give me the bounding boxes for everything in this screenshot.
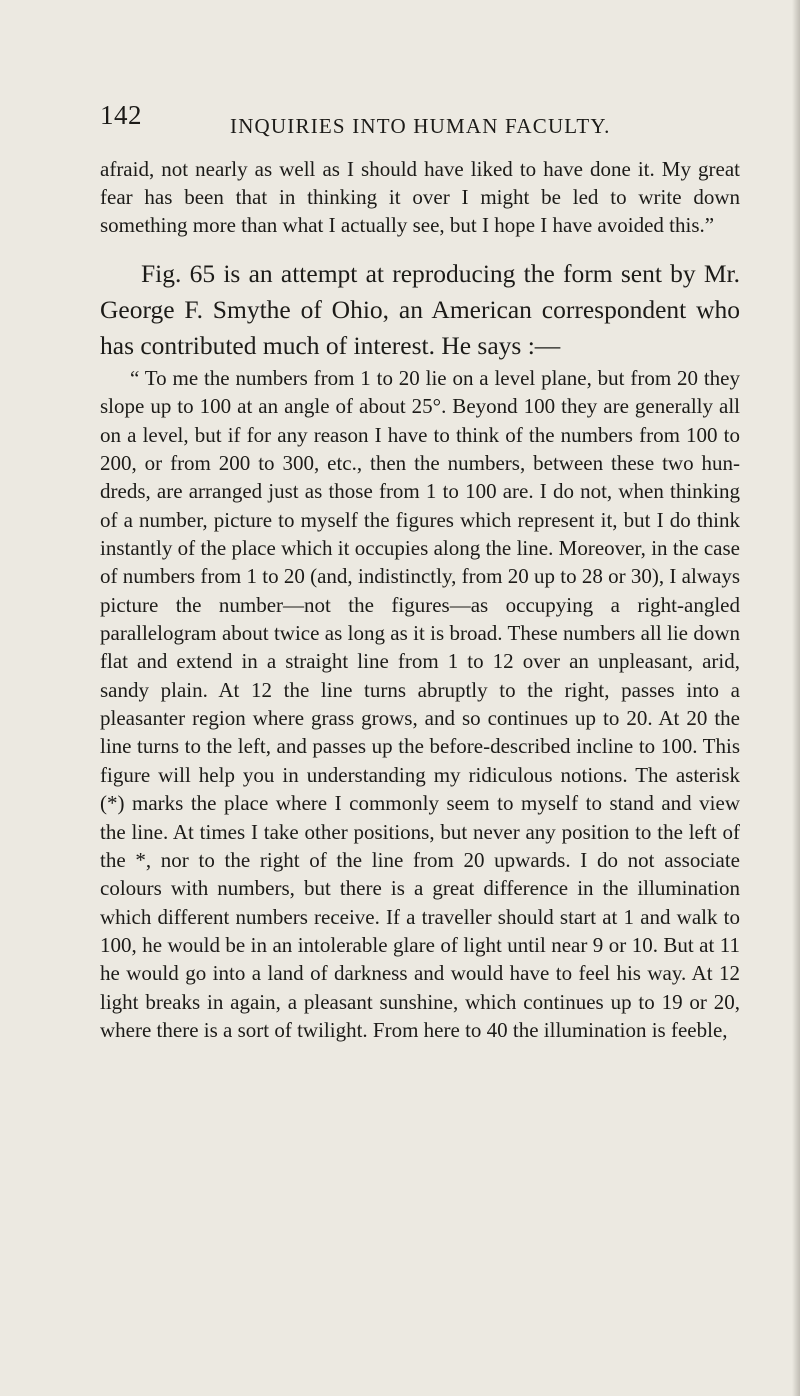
running-head: INQUIRIES INTO HUMAN FACULTY. [230, 114, 611, 138]
paragraph-fig-intro: Fig. 65 is an attempt at reproducing the form sent by Mr. George F. Smythe of Ohio, an American correspondent who has contributed much of interest. He says :— [100, 259, 740, 360]
page-header [100, 100, 740, 138]
paragraph-continuation: afraid, not nearly as well as I should have liked to have done it. My great fear has been that in thinking it over I might be led to write down something more than what I actually see, but I hope I have avoided this.” [100, 157, 740, 237]
page-number: 142 [100, 100, 142, 130]
body-text [100, 155, 740, 1044]
paragraph-quote: “ To me the numbers from 1 to 20 lie on a level plane, but from 20 they slope up to 100 at an angle of about 25°. Beyond 100 they are generally all on a level, but if for any reason I have to think of the numbers from 100 to 200, or from 200 to 300, etc., then the numbers, between these two hundreds, are arranged just as those from 1 to 100 are. I do not, when thinking of a number, picture to myself the figures which represent it, but I do think instantly of the place which it occupies along the line. Moreover, in the case of numbers from 1 to 20 (and, indistinctly, from 20 up to 28 or 30), I always picture the number—not the figures—as occupying a right-angled parallelogram about twice as long as it is broad. These numbers all lie down flat and extend in a straight line from 1 to 12 over an unpleasant, arid, sandy plain. At 12 the line turns abruptly to the right, passes into a pleasanter region where grass grows, and so continues up to 20. At 20 the line turns to the left, and passes up the before-described incline to 100. This figure will help you in understanding my ridiculous notions. The asterisk (*) marks the place where I commonly seem to myself to stand and view the line. At times I take other positions, but never any position to the left of the *, nor to the right of the line from 20 upwards. I do not associate colours with numbers, but there is a great difference in the illumination which different numbers receive. If a traveller should start at 1 and walk to 100, he would be in an intolerable glare of light until near 9 or 10. But at 11 he would go into a land of darkness and would have to feel his way. At 12 light breaks in again, a pleasant sunshine, which continues up to 19 or 20, where there is a sort of twilight. From here to 40 the illumination is feeble, [100, 366, 740, 1042]
page-edge [792, 0, 800, 1396]
